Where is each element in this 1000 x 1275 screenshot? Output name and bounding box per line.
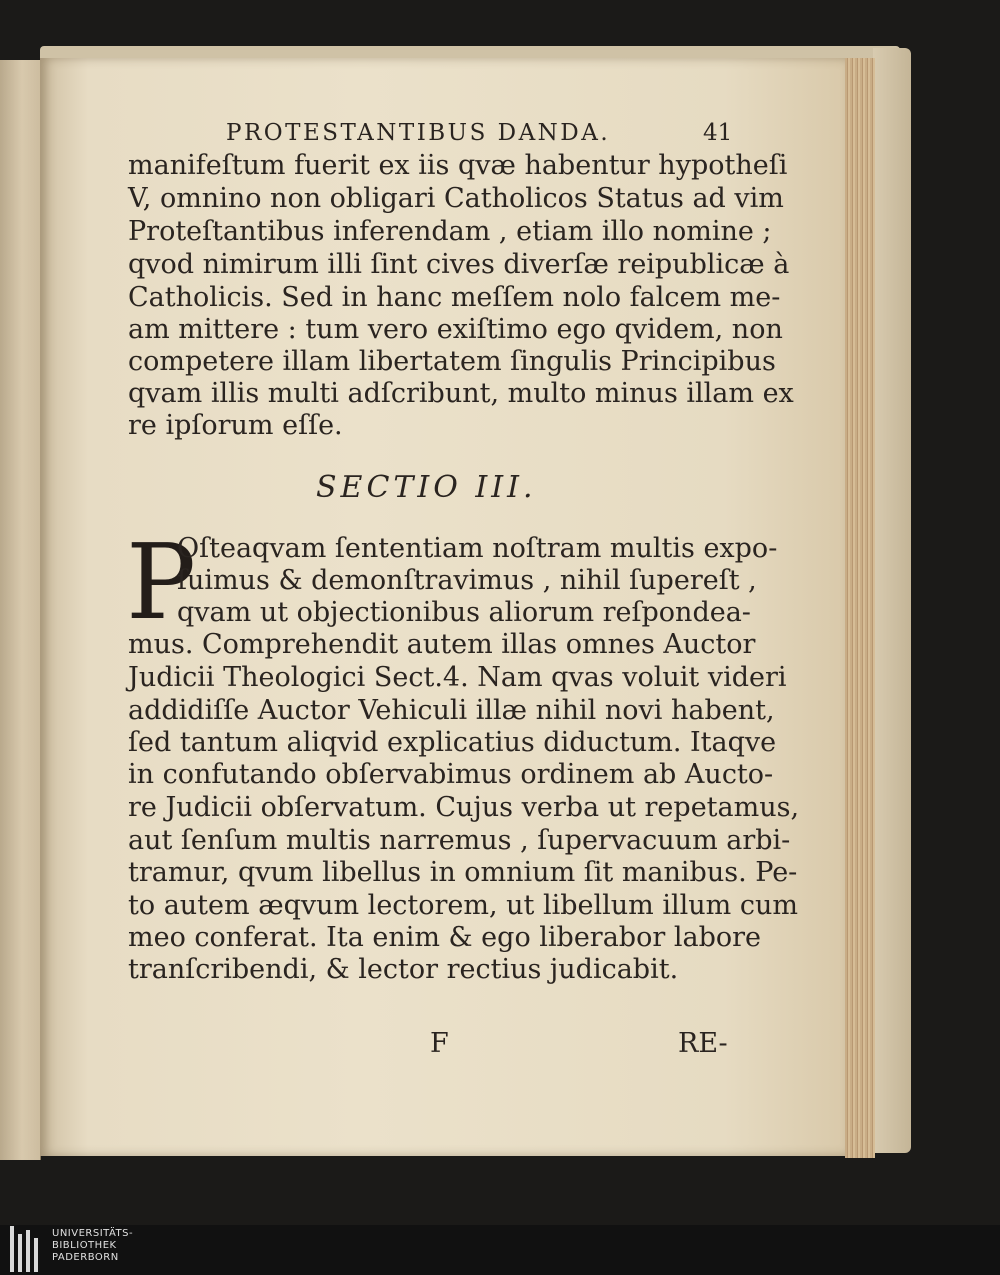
catchword: RE-	[678, 1028, 728, 1059]
paragraph-1-line: re ipſorum eſſe.	[128, 410, 343, 441]
library-name-line: PADERBORN	[52, 1252, 119, 1263]
drop-cap-initial: P	[126, 521, 196, 643]
paragraph-1-line: Proteſtantibus inferendam , etiam illo nomine ;	[128, 216, 772, 247]
paragraph-1-line: qvam illis multi adſcribunt, multo minus illam ex	[128, 378, 794, 409]
paragraph-2-line: to autem æqvum lectorem, ut libellum illum cum	[128, 890, 798, 921]
left-page-edge	[0, 60, 41, 1160]
paragraph-2-line: re Judicii obſervatum. Cujus verba ut repetamus,	[128, 792, 800, 823]
library-footer	[0, 1225, 1000, 1275]
paragraph-2-line: in confutando obſervabimus ordinem ab Aucto-	[128, 759, 774, 790]
paragraph-1-line: am mittere : tum vero exiſtimo ego qvidem, non	[128, 314, 783, 345]
paragraph-1-line: Catholicis. Sed in hanc meſſem nolo falcem me-	[128, 282, 781, 313]
library-logo-icon	[10, 1226, 44, 1272]
page-block-edge	[845, 58, 875, 1158]
paragraph-2-line: ſuimus & demonſtravimus , nihil ſupereſt ,	[177, 565, 757, 596]
paragraph-2-line: aut ſenſum multis narremus , ſupervacuum arbi-	[128, 825, 791, 856]
paragraph-2-line: qvam ut objectionibus aliorum reſpondea-	[177, 597, 751, 628]
running-head: PROTESTANTIBUS DANDA.	[226, 120, 611, 146]
paragraph-2-line: addidiſſe Auctor Vehiculi illæ nihil novi habent,	[128, 695, 775, 726]
paragraph-1-line: manifeſtum fuerit ex iis qvæ habentur hypotheſi	[128, 150, 788, 181]
paragraph-2-line: Oſteaqvam ſententiam noſtram multis expo-	[177, 533, 778, 564]
paragraph-2-line: meo conferat. Ita enim & ego liberabor labore	[128, 922, 761, 953]
paragraph-2-line: tranſcribendi, & lector rectius judicabit.	[128, 954, 679, 985]
paragraph-2-line: ſed tantum aliqvid explicatius diductum. Itaqve	[128, 727, 777, 758]
signature-mark: F	[430, 1028, 449, 1059]
paragraph-1-line: V, omnino non obligari Catholicos Status ad vim	[128, 183, 784, 214]
book-cover-right	[873, 48, 911, 1153]
paragraph-1-line: competere illam libertatem ſingulis Principibus	[128, 346, 776, 377]
section-heading: SECTIO III.	[316, 470, 537, 505]
paragraph-2-line: Judicii Theologici Sect.4. Nam qvas voluit videri	[128, 662, 787, 693]
paragraph-2-line: mus. Comprehendit autem illas omnes Auctor	[128, 629, 756, 660]
paragraph-2-line: tramur, qvum libellus in omnium ſit manibus. Pe-	[128, 857, 798, 888]
page-number: 41	[703, 120, 733, 146]
library-name-line: UNIVERSITÄTS-	[52, 1228, 134, 1239]
library-name-line: BIBLIOTHEK	[52, 1240, 117, 1251]
paragraph-1-line: qvod nimirum illi ſint cives diverſæ reipublicæ à	[128, 249, 790, 280]
